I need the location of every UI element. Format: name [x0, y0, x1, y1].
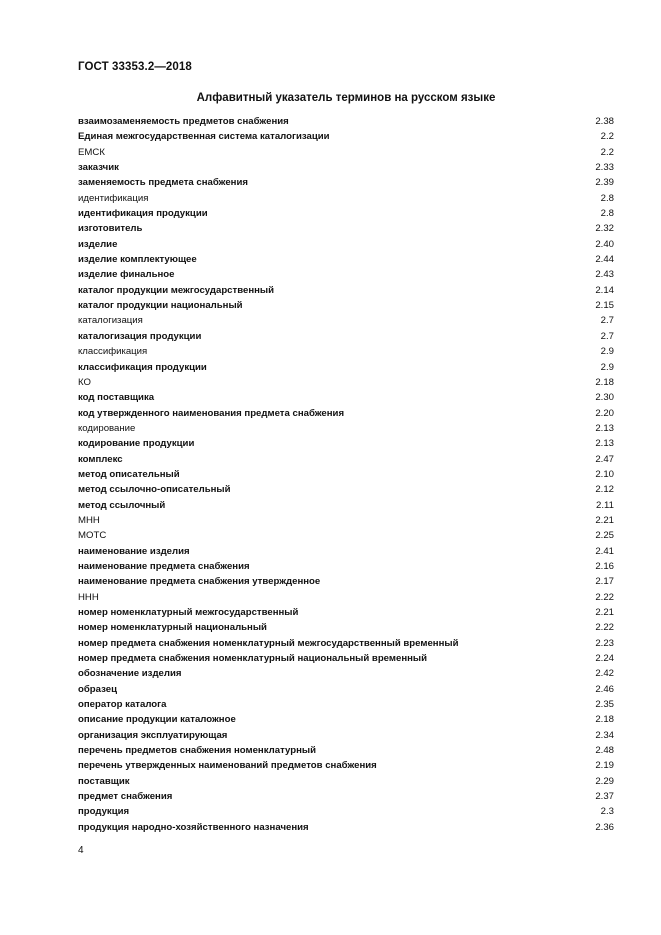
index-entry	[78, 452, 614, 467]
index-reference: 2.20	[595, 407, 614, 419]
index-reference: 2.9	[600, 346, 614, 358]
index-entry	[78, 513, 614, 528]
index-entry	[78, 636, 614, 651]
index-title: Алфавитный указатель терминов на русском языке	[196, 92, 496, 104]
index-entry	[78, 774, 614, 789]
index-reference: 2.32	[595, 223, 614, 235]
index-entry	[78, 682, 614, 697]
index-reference: 2.47	[595, 453, 614, 465]
index-entry	[78, 620, 614, 635]
index-reference: 2.2	[600, 131, 614, 143]
index-entry	[78, 390, 614, 405]
index-term: Единая межгосударственная система каталогизации	[78, 131, 330, 143]
index-term: организация эксплуатирующая	[78, 729, 228, 741]
index-term: каталог продукции национальный	[78, 300, 243, 312]
index-term: кодирование	[78, 422, 136, 434]
index-term: изделие комплектующее	[78, 254, 197, 266]
index-reference: 2.7	[600, 315, 614, 327]
index-entry	[78, 421, 614, 436]
index-entry	[78, 160, 614, 175]
index-term: номер номенклатурный национальный	[78, 622, 267, 634]
index-term: перечень утвержденных наименований предметов снабжения	[78, 760, 377, 772]
index-reference: 2.2	[600, 146, 614, 158]
index-term: идентификация	[78, 192, 149, 204]
index-term: перечень предметов снабжения номенклатурный	[78, 745, 316, 757]
index-reference: 2.33	[595, 162, 614, 174]
index-term: описание продукции каталожное	[78, 714, 236, 726]
index-term: код утвержденного наименования предмета снабжения	[78, 407, 345, 419]
index-reference: 2.19	[595, 760, 614, 772]
index-reference: 2.30	[595, 392, 614, 404]
index-entry	[78, 191, 614, 206]
index-entry	[78, 743, 614, 758]
index-entry	[78, 129, 614, 144]
index-term: взаимозаменяемость предметов снабжения	[78, 116, 289, 127]
index-reference: 2.12	[595, 484, 614, 496]
index-reference: 2.11	[596, 499, 614, 511]
index-reference: 2.13	[595, 422, 614, 434]
index-term: МНН	[78, 514, 100, 526]
index-reference: 2.37	[595, 791, 614, 803]
index-reference: 2.9	[600, 361, 614, 373]
index-reference: 2.43	[595, 269, 614, 281]
index-reference: 2.39	[595, 177, 614, 189]
index-reference: 2.34	[595, 729, 614, 741]
index-entry	[78, 329, 614, 344]
index-reference: 2.14	[595, 284, 614, 296]
index-entry	[78, 666, 614, 681]
index-term: МОТС	[78, 530, 107, 542]
index-term: номер предмета снабжения номенклатурный национальный временный	[78, 653, 428, 665]
index-entry	[78, 590, 614, 605]
index-entry	[78, 221, 614, 236]
index-entry	[78, 467, 614, 482]
index-term: метод описательный	[78, 468, 180, 480]
index-term: кодирование продукции	[78, 438, 195, 450]
index-term: каталогизация продукции	[78, 330, 202, 342]
index-reference: 2.38	[595, 116, 614, 127]
index-entry	[78, 344, 614, 359]
index-reference: 2.23	[595, 637, 614, 649]
index-term: код поставщика	[78, 392, 155, 404]
index-entry	[78, 252, 614, 267]
index-entry	[78, 436, 614, 451]
index-reference: 2.48	[595, 745, 614, 757]
index-term: метод ссылочно-описательный	[78, 484, 231, 496]
index-entry	[78, 298, 614, 313]
index-term: продукция народно-хозяйственного назначения	[78, 821, 309, 833]
index-reference: 2.46	[595, 683, 614, 695]
index-entry	[78, 145, 614, 160]
index-term: предмет снабжения	[78, 791, 173, 803]
index-entry	[78, 206, 614, 221]
index-term: идентификация продукции	[78, 208, 208, 220]
index-reference: 2.16	[595, 560, 614, 572]
index-term: ЕМСК	[78, 146, 105, 158]
index-entry	[78, 114, 614, 129]
index-term: классификация продукции	[78, 361, 207, 373]
index-reference: 2.29	[595, 775, 614, 787]
index-term: КО	[78, 376, 91, 388]
index-reference: 2.44	[595, 254, 614, 266]
index-entry	[78, 544, 614, 559]
index-reference: 2.18	[595, 376, 614, 388]
index-term: каталогизация	[78, 315, 143, 327]
index-entry	[78, 728, 614, 743]
index-reference: 2.25	[595, 530, 614, 542]
index-reference: 2.8	[600, 192, 614, 204]
index-entry	[78, 804, 614, 819]
index-term: продукция	[78, 806, 130, 818]
document-code-header: ГОСТ 33353.2—2018	[78, 61, 192, 73]
index-term: оператор каталога	[78, 699, 167, 711]
index-term: изделие	[78, 238, 118, 250]
index-reference: 2.3	[600, 806, 614, 818]
index-term: номер предмета снабжения номенклатурный межгосударственный временный	[78, 637, 459, 649]
index-reference: 2.24	[595, 653, 614, 665]
index-entry	[78, 313, 614, 328]
index-term: образец	[78, 683, 117, 695]
index-term: классификация	[78, 346, 148, 358]
index-reference: 2.15	[595, 300, 614, 312]
index-entry	[78, 697, 614, 712]
index-entry	[78, 820, 614, 835]
term-index-list	[78, 114, 614, 835]
index-term: комплекс	[78, 453, 123, 465]
index-reference: 2.40	[595, 238, 614, 250]
index-entry	[78, 559, 614, 574]
index-entry	[78, 712, 614, 727]
index-entry	[78, 267, 614, 282]
index-entry	[78, 406, 614, 421]
index-term: поставщик	[78, 775, 130, 787]
index-reference: 2.22	[595, 622, 614, 634]
index-entry	[78, 375, 614, 390]
index-reference: 2.35	[595, 699, 614, 711]
index-reference: 2.42	[595, 668, 614, 680]
index-entry	[78, 237, 614, 252]
index-term: каталог продукции межгосударственный	[78, 284, 275, 296]
index-term: номер номенклатурный межгосударственный	[78, 607, 299, 618]
index-entry	[78, 360, 614, 375]
index-term: ННН	[78, 591, 99, 603]
index-entry	[78, 175, 614, 190]
index-term: обозначение изделия	[78, 668, 182, 680]
index-entry	[78, 651, 614, 666]
index-reference: 2.17	[595, 576, 614, 588]
index-term: наименование изделия	[78, 545, 190, 557]
index-term: метод ссылочный	[78, 499, 166, 511]
index-term: заменяемость предмета снабжения	[78, 177, 248, 189]
index-reference: 2.13	[595, 438, 614, 450]
index-reference: 2.41	[595, 545, 614, 557]
index-entry	[78, 482, 614, 497]
index-entry	[78, 528, 614, 543]
index-reference: 2.21	[595, 607, 614, 618]
index-term: изготовитель	[78, 223, 143, 235]
index-reference: 2.8	[600, 208, 614, 220]
index-reference: 2.36	[595, 821, 614, 833]
index-reference: 2.22	[595, 591, 614, 603]
index-reference: 2.21	[595, 514, 614, 526]
index-entry	[78, 605, 614, 620]
page-number: 4	[78, 845, 84, 856]
index-term: изделие финальное	[78, 269, 175, 281]
index-reference: 2.10	[595, 468, 614, 480]
index-entry	[78, 574, 614, 589]
index-term: заказчик	[78, 162, 119, 174]
index-entry	[78, 758, 614, 773]
index-entry	[78, 283, 614, 298]
index-entry	[78, 498, 614, 513]
index-term: наименование предмета снабжения утвержденное	[78, 576, 321, 588]
index-entry	[78, 789, 614, 804]
index-reference: 2.18	[595, 714, 614, 726]
index-term: наименование предмета снабжения	[78, 560, 250, 572]
index-reference: 2.7	[600, 330, 614, 342]
